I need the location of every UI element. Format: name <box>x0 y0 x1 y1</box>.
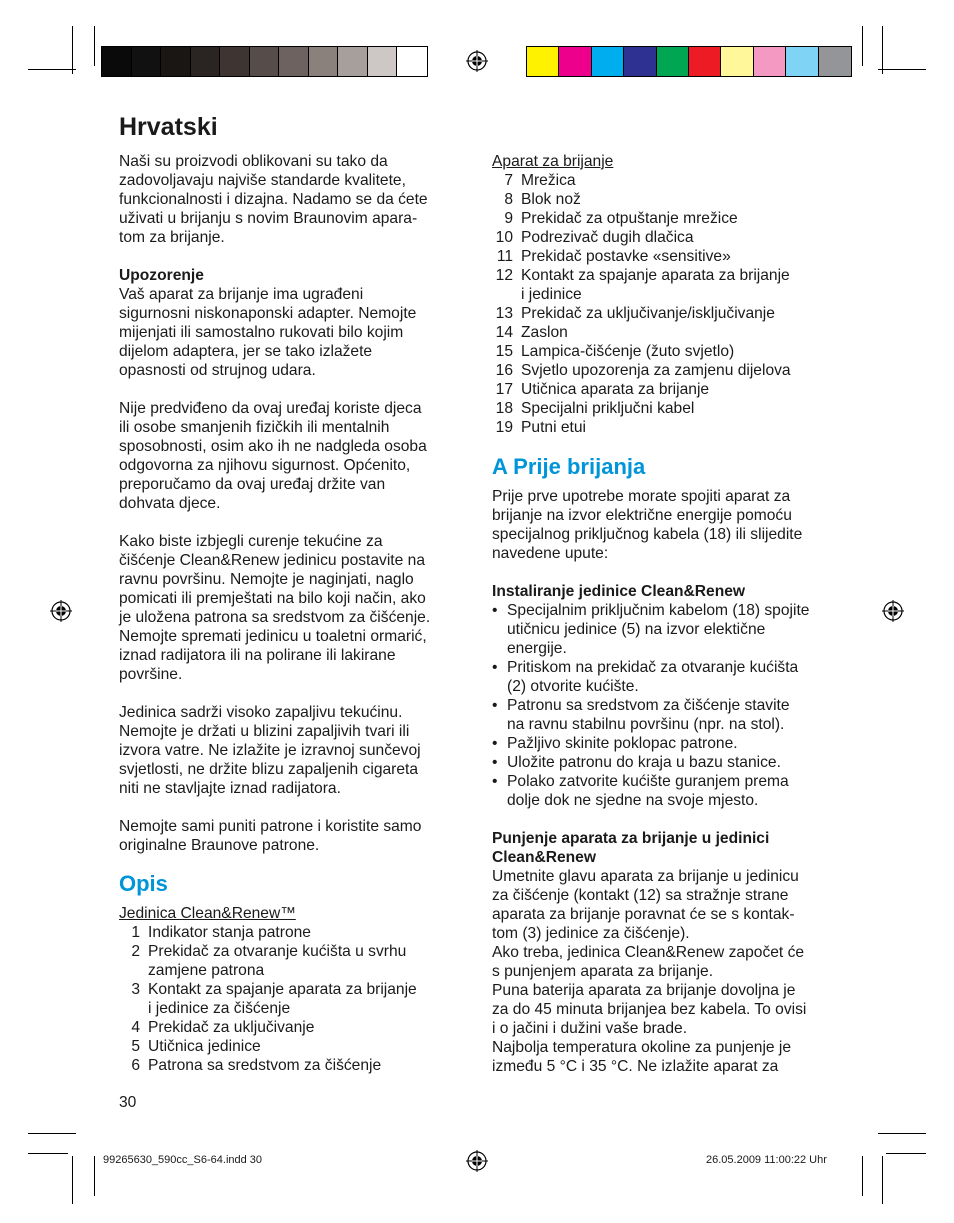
item-text: Patrona sa sredstvom za čišćenje <box>148 1057 382 1074</box>
crop-mark <box>28 69 76 70</box>
list-item <box>492 247 837 266</box>
install-steps-list <box>492 601 837 810</box>
crop-mark <box>886 1153 926 1154</box>
list-item <box>492 323 837 342</box>
warning-heading: Upozorenje <box>119 267 204 284</box>
list-item <box>492 753 837 772</box>
text-line: originalne Braunove patrone. <box>119 837 320 854</box>
bullet-icon: • <box>492 659 498 676</box>
text-line: Prije prve upotrebe morate spojiti aparat za <box>492 488 791 505</box>
list-item <box>492 658 837 696</box>
color-swatch <box>592 47 624 76</box>
text-line: zadovoljavaju najviše standarde kvalitete, <box>119 172 406 189</box>
color-swatch <box>102 47 132 76</box>
warning-paragraph <box>119 817 464 855</box>
bullet-icon: • <box>492 697 498 714</box>
item-number: 7 <box>504 172 513 189</box>
text-line: dohvata djece. <box>119 495 221 512</box>
bullet-icon: • <box>492 735 498 752</box>
color-swatch <box>161 47 191 76</box>
item-number: 16 <box>495 362 513 379</box>
color-swatch <box>657 47 689 76</box>
item-text: Svjetlo upozorenja za zamjenu dijelova <box>521 362 791 379</box>
text-line: Umetnite glavu aparata za brijanje u jedinicu <box>492 868 799 885</box>
text-line: izvora vatre. Ne izlažite je izravnoj sunčevoj <box>119 742 421 759</box>
registration-mark-icon <box>882 600 904 622</box>
crop-mark <box>882 26 883 74</box>
list-item <box>492 418 837 437</box>
color-swatch <box>786 47 818 76</box>
color-swatch <box>397 47 427 76</box>
footer-file-label: 99265630_590cc_S6-64.indd 30 <box>103 1154 263 1166</box>
text-line: Najbolja temperatura okoline za punjenje je <box>492 1039 792 1056</box>
warning-paragraph <box>119 399 464 513</box>
item-number: 13 <box>495 305 513 322</box>
text-line: tom (3) jedinice za čišćenje). <box>492 925 690 942</box>
item-text: Kontakt za spajanje aparata za brijanje i jedinice za čišćenje <box>148 981 417 1017</box>
unit-parts-list <box>119 923 464 1075</box>
color-swatch <box>309 47 339 76</box>
text-line: ravnu površinu. Nemojte je naginjati, naglo <box>119 571 414 588</box>
item-number: 8 <box>504 191 513 208</box>
item-text: Prekidač za otvaranje kućišta u svrhu zamjene patrona <box>148 943 407 979</box>
install-heading: Instaliranje jedinice Clean&Renew <box>492 583 746 600</box>
text-line: navedene upute: <box>492 545 609 562</box>
text-line: Clean&Renew <box>492 849 596 866</box>
text-line: površine. <box>119 666 183 683</box>
list-item <box>492 734 837 753</box>
page-number: 30 <box>119 1094 137 1111</box>
item-text: Prekidač za uključivanje/isključivanje <box>521 305 775 322</box>
warning-paragraph <box>119 532 464 684</box>
text-line: dijelom adaptera, jer se tako izlažete <box>119 343 373 360</box>
text-line: iznad radijatora ili na polirane ili lakirane <box>119 647 396 664</box>
bullet-icon: • <box>492 773 498 790</box>
item-text: Uložite patronu do kraja u bazu stanice. <box>507 754 781 771</box>
item-number: 10 <box>495 229 513 246</box>
text-line: s punjenjem aparata za brijanje. <box>492 963 714 980</box>
item-text: Podrezivač dugih dlačica <box>521 229 694 246</box>
list-item <box>119 980 464 1018</box>
list-item <box>492 190 837 209</box>
item-text: Specijalnim priključnim kabelom (18) spojite utičnicu jedinice (5) na izvor elektične energije. <box>507 602 810 657</box>
text-line: sigurnosni niskonaponski adapter. Nemojte <box>119 305 417 322</box>
color-swatch <box>220 47 250 76</box>
text-line: uživati u brijanju s novim Braunovim apara- <box>119 210 418 227</box>
text-line: ili osobe smanjenih fizičkih ili mentalnih <box>119 419 390 436</box>
registration-mark-icon <box>466 50 488 72</box>
text-line: svjetlosti, ne držite blizu zapaljenih cigareta <box>119 761 419 778</box>
text-line: Naši su proizvodi oblikovani su tako da <box>119 153 388 170</box>
color-swatch <box>338 47 368 76</box>
text-line: između 5 °C i 35 °C. Ne izlažite aparat za <box>492 1058 779 1075</box>
warning-paragraph <box>119 703 464 798</box>
item-text: Mrežica <box>521 172 576 189</box>
text-line: pomicati ili premještati na bilo koji način, ako <box>119 590 426 607</box>
list-item <box>492 696 837 734</box>
crop-mark <box>878 69 926 70</box>
text-line: je uložena patrona sa sredstvom za čišćenje. <box>119 609 431 626</box>
gray-calibration-bar <box>101 46 428 77</box>
color-swatch <box>721 47 753 76</box>
item-text: Pažljivo skinite poklopac patrone. <box>507 735 738 752</box>
color-swatch <box>250 47 280 76</box>
crop-mark <box>862 1156 863 1196</box>
item-text: Indikator stanja patrone <box>148 924 311 941</box>
item-text: Prekidač za otpuštanje mrežice <box>521 210 738 227</box>
item-number: 6 <box>131 1057 140 1074</box>
list-item <box>119 1037 464 1056</box>
registration-mark-icon <box>466 1150 488 1172</box>
crop-mark <box>72 1156 73 1204</box>
list-item <box>492 342 837 361</box>
shaver-heading: Aparat za brijanje <box>492 153 614 170</box>
charge-paragraph <box>492 867 837 1076</box>
color-swatch <box>819 47 851 76</box>
bullet-icon: • <box>492 754 498 771</box>
crop-mark <box>94 26 95 66</box>
text-line: brijanje na izvor električne energije pomoću <box>492 507 792 524</box>
item-number: 17 <box>495 381 513 398</box>
color-swatch <box>279 47 309 76</box>
item-number: 1 <box>131 924 140 941</box>
section-heading-prije-brijanja: A Prije brijanja <box>492 454 646 479</box>
color-swatch <box>624 47 656 76</box>
text-line: niti ne stavljajte iznad radijatora. <box>119 780 341 797</box>
warning-paragraph <box>119 285 464 380</box>
text-line: Puna baterija aparata za brijanje dovoljna je <box>492 982 796 999</box>
text-line: za čišćenje (kontakt (12) sa stražnje strane <box>492 887 789 904</box>
item-text: Blok nož <box>521 191 581 208</box>
item-text: Prekidač postavke «sensitive» <box>521 248 731 265</box>
color-swatch <box>559 47 591 76</box>
list-item <box>492 171 837 190</box>
intro-paragraph <box>119 152 464 247</box>
text-line: Nemojte spremati jedinicu u toaletni ormarić, <box>119 628 427 645</box>
text-line: opasnosti od strujnog udara. <box>119 362 316 379</box>
list-item <box>119 942 464 980</box>
shaver-parts-list <box>492 171 837 437</box>
item-text: Kontakt za spajanje aparata za brijanje i jedinice <box>521 267 790 303</box>
item-text: Pritiskom na prekidač za otvaranje kućišta (2) otvorite kućište. <box>507 659 799 695</box>
color-calibration-bar <box>526 46 852 77</box>
list-item <box>492 304 837 323</box>
text-line: aparata za brijanje poravnat će se s kontak- <box>492 906 795 923</box>
color-swatch <box>368 47 398 76</box>
text-line: Nemojte je držati u blizini zapaljivih tvari ili <box>119 723 410 740</box>
item-number: 11 <box>496 248 513 265</box>
bullet-icon: • <box>492 602 498 619</box>
color-swatch <box>689 47 721 76</box>
item-text: Polako zatvorite kućište guranjem prema dolje dok ne sjedne na svoje mjesto. <box>507 773 789 809</box>
text-line: Punjenje aparata za brijanje u jedinici <box>492 830 770 847</box>
section-heading-opis: Opis <box>119 871 168 896</box>
right-column <box>492 152 837 1076</box>
item-text: Putni etui <box>521 419 587 436</box>
text-line: preporučamo da ovaj uređaj držite van <box>119 476 386 493</box>
item-number: 2 <box>131 943 140 960</box>
text-line: za do 45 minuta brijanjea bez kabela. To ovisi <box>492 1001 807 1018</box>
item-text: Patronu sa sredstvom za čišćenje stavite na ravnu stabilnu površinu (npr. na stol). <box>507 697 790 733</box>
text-line: Kako biste izbjegli curenje tekućine za <box>119 533 383 550</box>
item-number: 5 <box>131 1038 140 1055</box>
text-line: Ako treba, jedinica Clean&Renew započet će <box>492 944 805 961</box>
item-text: Zaslon <box>521 324 568 341</box>
left-column <box>119 152 464 1075</box>
crop-mark <box>878 1133 926 1134</box>
crop-mark <box>28 1133 76 1134</box>
color-swatch <box>191 47 221 76</box>
item-number: 12 <box>495 267 513 284</box>
color-swatch <box>527 47 559 76</box>
list-item <box>492 228 837 247</box>
text-line: odgovorna za njihovu sigurnost. Općenito, <box>119 457 411 474</box>
color-swatch <box>132 47 162 76</box>
item-text: Utičnica aparata za brijanje <box>521 381 710 398</box>
text-line: čišćenje Clean&Renew jedinicu postavite na <box>119 552 425 569</box>
text-line: funkcionalnosti i dizajna. Nadamo se da ćete <box>119 191 428 208</box>
unit-heading: Jedinica Clean&Renew™ <box>119 905 296 922</box>
item-number: 19 <box>495 419 513 436</box>
crop-mark <box>28 1153 68 1154</box>
crop-mark <box>94 1156 95 1196</box>
text-line: specijalnog priključnog kabela (18) ili slijedite <box>492 526 803 543</box>
item-number: 15 <box>495 343 513 360</box>
list-item <box>492 772 837 810</box>
item-number: 9 <box>504 210 513 227</box>
text-line: Jedinica sadrži visoko zapaljivu tekućinu. <box>119 704 403 721</box>
crop-mark <box>882 1156 883 1204</box>
list-item <box>492 380 837 399</box>
list-item <box>492 209 837 228</box>
charge-heading <box>492 829 837 867</box>
item-number: 4 <box>131 1019 140 1036</box>
list-item <box>492 266 837 304</box>
list-item <box>492 601 837 658</box>
item-text: Specijalni priključni kabel <box>521 400 695 417</box>
footer-timestamp: 26.05.2009 11:00:22 Uhr <box>706 1154 827 1166</box>
list-item <box>492 361 837 380</box>
text-line: mijenjati ili samostalno rukovati bilo kojim <box>119 324 404 341</box>
item-text: Prekidač za uključivanje <box>148 1019 315 1036</box>
list-item <box>492 399 837 418</box>
item-number: 14 <box>495 324 513 341</box>
item-text: Lampica-čišćenje (žuto svjetlo) <box>521 343 735 360</box>
list-item <box>119 1056 464 1075</box>
color-swatch <box>754 47 786 76</box>
item-text: Utičnica jedinice <box>148 1038 261 1055</box>
registration-mark-icon <box>50 600 72 622</box>
text-line: Nije predviđeno da ovaj uređaj koriste djeca <box>119 400 422 417</box>
list-item <box>119 923 464 942</box>
text-line: i o jačini i dužini vaše brade. <box>492 1020 688 1037</box>
section-a-intro <box>492 487 837 563</box>
item-number: 18 <box>495 400 513 417</box>
crop-mark <box>72 26 73 74</box>
list-item <box>119 1018 464 1037</box>
crop-mark <box>862 26 863 66</box>
item-number: 3 <box>131 981 140 998</box>
text-line: Vaš aparat za brijanje ima ugrađeni <box>119 286 364 303</box>
text-line: sposobnosti, osim ako ih ne nadgleda osoba <box>119 438 427 455</box>
text-line: tom za brijanje. <box>119 229 225 246</box>
text-line: Nemojte sami puniti patrone i koristite samo <box>119 818 422 835</box>
page-title: Hrvatski <box>119 113 218 141</box>
